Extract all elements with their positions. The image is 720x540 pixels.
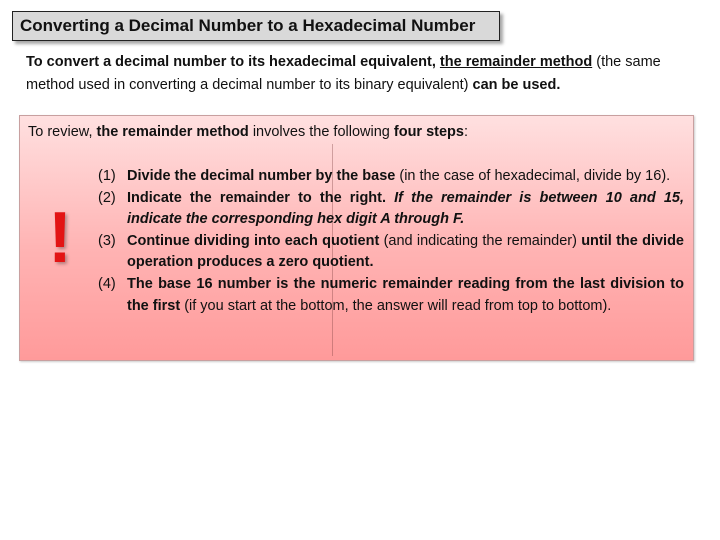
step-italic-text: If the remainder is between 10 and 15, indicate the corresponding hex digit A through F. bbox=[127, 189, 684, 228]
step-bold-text: The base 16 number is the numeric remainder reading from the last division to the first bbox=[127, 275, 684, 314]
step-number: (2) bbox=[98, 189, 116, 206]
step-bold-text: Indicate the remainder to the right. bbox=[127, 189, 387, 206]
intro-text-2: (the same method used in converting a decimal number to its binary equivalent) bbox=[26, 54, 661, 93]
step-bold-text: Divide the decimal number by the base bbox=[127, 168, 396, 184]
steps-panel bbox=[19, 115, 694, 361]
step-bold-text-2: until the divide operation produces a zero quotient. bbox=[127, 232, 684, 271]
review-text-4: four steps bbox=[393, 124, 464, 140]
review-text-5: : bbox=[463, 124, 469, 140]
step-number: (4) bbox=[98, 275, 116, 292]
slide-title: Converting a Decimal Number to a Hexadecimal Number bbox=[12, 11, 500, 41]
step-text: (if you start at the bottom, the answer will read from top to bottom). bbox=[184, 297, 612, 314]
step-number: (3) bbox=[98, 232, 116, 249]
intro-text-1: To convert a decimal number to its hexadecimal equivalent, bbox=[26, 54, 436, 70]
review-text-1: To review, bbox=[28, 124, 93, 140]
intro-paragraph bbox=[26, 51, 686, 97]
list-item bbox=[98, 231, 684, 274]
step-text: (and indicating the remainder) bbox=[383, 232, 577, 249]
list-item bbox=[98, 188, 684, 231]
review-text-3: involves the following bbox=[252, 124, 390, 140]
review-line bbox=[28, 122, 468, 142]
steps-list bbox=[98, 166, 684, 317]
review-text-2: the remainder method bbox=[96, 124, 249, 140]
intro-remainder-method: the remainder method bbox=[439, 54, 593, 70]
step-number: (1) bbox=[98, 168, 116, 184]
step-bold-text: Continue dividing into each quotient bbox=[127, 232, 380, 249]
intro-text-3: can be used. bbox=[472, 77, 561, 93]
list-item bbox=[98, 166, 684, 188]
list-item bbox=[98, 274, 684, 317]
step-text: (in the case of hexadecimal, divide by 16). bbox=[399, 168, 671, 184]
exclamation-icon: ! bbox=[48, 198, 72, 278]
